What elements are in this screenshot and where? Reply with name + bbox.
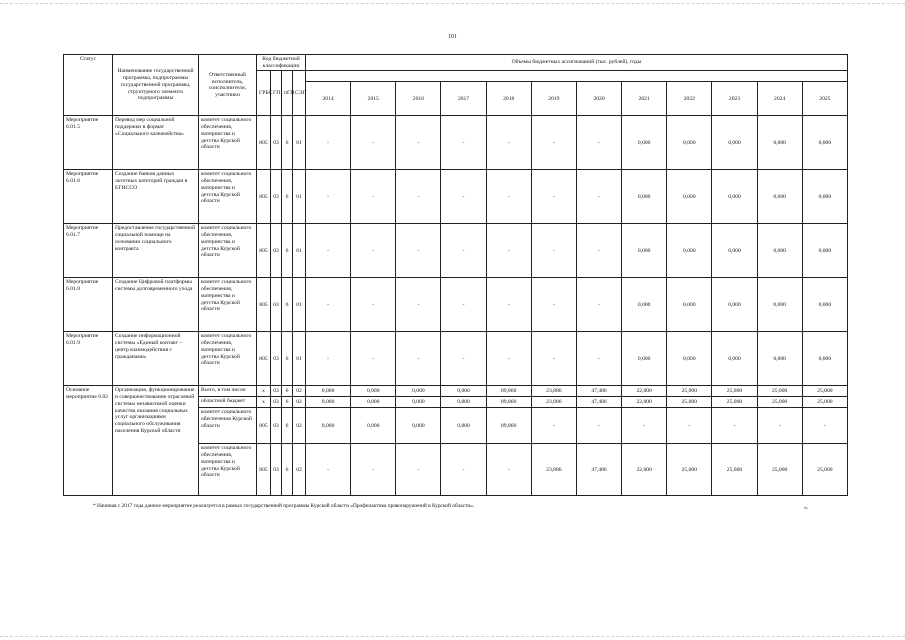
measure-responsible: комитет социального обеспечения, материнства и детства Курской области (199, 278, 257, 332)
budget-code-cell: 03 (271, 170, 282, 224)
budget-code-cell: 805 (257, 116, 271, 170)
year-value-cell: - (667, 408, 712, 444)
year-value-cell: - (531, 278, 576, 332)
header-year: 2021 (622, 82, 667, 116)
year-value-cell: 0,000 (667, 332, 712, 386)
year-value-cell: - (306, 224, 351, 278)
year-value-cell: 89,860 (486, 397, 531, 408)
year-value-cell: - (351, 278, 396, 332)
budget-code-cell: 6 (282, 386, 293, 397)
year-value-cell: 0,000 (622, 278, 667, 332)
header-code-pgp: пГП (282, 71, 293, 116)
budget-code-cell: 805 (257, 224, 271, 278)
year-value-cell: - (351, 444, 396, 496)
year-value-cell: 0,000 (351, 397, 396, 408)
header-code-sep: СЭП (293, 71, 306, 116)
budget-code-cell: 03 (271, 332, 282, 386)
year-value-cell: 0,000 (667, 116, 712, 170)
year-value-cell: - (531, 224, 576, 278)
year-value-cell: - (396, 116, 441, 170)
top-edge-line (0, 3, 905, 5)
year-value-cell: - (486, 444, 531, 496)
year-value-cell: - (486, 332, 531, 386)
year-value-cell: 23,886 (531, 397, 576, 408)
budget-code-cell: 6 (282, 408, 293, 444)
budget-code-cell: 01 (293, 278, 306, 332)
header-responsible: Ответственный исполнитель, соисполнители, участники (199, 55, 257, 116)
header-budget-code: Код бюджетной классификации (257, 55, 306, 71)
budget-code-cell: 805 (257, 170, 271, 224)
header-code-grbs: ГРБС (257, 71, 271, 116)
year-value-cell: 25,000 (712, 386, 757, 397)
budget-code-cell: 805 (257, 278, 271, 332)
measure-name: Перевод мер социальной поддержки в формат «Социального казначейства» (113, 116, 199, 170)
year-value-cell: 0,000 (667, 224, 712, 278)
bottom-edge-line (0, 636, 905, 638)
year-value-cell: - (351, 332, 396, 386)
budget-code-cell: 01 (293, 170, 306, 224)
year-value-cell: 25,000 (802, 397, 847, 408)
budget-code-cell: 6 (282, 224, 293, 278)
year-value-cell: 23,886 (531, 444, 576, 496)
year-value-cell: 0,000 (712, 278, 757, 332)
table-row (64, 170, 848, 224)
year-value-cell: - (757, 408, 802, 444)
header-year: 2016 (396, 82, 441, 116)
year-value-cell: - (396, 444, 441, 496)
year-value-cell: 0,000 (441, 386, 486, 397)
year-value-cell: 25,000 (667, 397, 712, 408)
year-value-cell: 0,000 (802, 278, 847, 332)
year-value-cell: 0,000 (757, 170, 802, 224)
year-value-cell: - (486, 170, 531, 224)
year-value-cell: - (576, 332, 621, 386)
year-value-cell: - (441, 332, 486, 386)
measure-name: Предоставление государственной социальной помощи на основании социального контракта (113, 224, 199, 278)
budget-table (63, 54, 848, 496)
header-year: 2025 (802, 82, 847, 116)
year-value-cell: 0,000 (712, 224, 757, 278)
budget-code-cell: 03 (271, 224, 282, 278)
year-value-cell: - (802, 408, 847, 444)
year-value-cell: - (486, 224, 531, 278)
budget-code-cell: 02 (293, 444, 306, 496)
year-value-cell: - (712, 408, 757, 444)
year-value-cell: - (396, 224, 441, 278)
year-value-cell: 0,000 (306, 397, 351, 408)
year-value-cell: 0,000 (622, 332, 667, 386)
year-value-cell: - (531, 408, 576, 444)
year-value-cell: - (396, 170, 441, 224)
year-value-cell: 22,000 (622, 397, 667, 408)
year-value-cell: 0,000 (757, 224, 802, 278)
table-row (64, 224, 848, 278)
main-measure-responsible: областной бюджет (199, 397, 257, 408)
year-value-cell: - (576, 116, 621, 170)
year-value-cell: 0,000 (802, 170, 847, 224)
year-value-cell: - (576, 170, 621, 224)
budget-code-cell: 03 (271, 278, 282, 332)
footnote-text: * Начиная с 2017 года данное мероприятие реализуется в рамках государственной программы Курской области «Профилактика правонарушений в Курской области». (93, 503, 475, 509)
year-value-cell: - (396, 332, 441, 386)
budget-code-cell: 03 (271, 397, 282, 408)
budget-code-cell: 03 (271, 444, 282, 496)
year-value-cell: 23,886 (531, 386, 576, 397)
header-year: 2017 (441, 82, 486, 116)
header-spacer (306, 71, 848, 82)
measure-name: Создание банков данных льготных категорий граждан в ЕГИССО (113, 170, 199, 224)
budget-code-cell: 03 (271, 116, 282, 170)
year-value-cell: 25,000 (802, 386, 847, 397)
year-value-cell: 89,860 (486, 408, 531, 444)
year-value-cell: - (306, 170, 351, 224)
table-row (64, 332, 848, 386)
budget-code-cell: х (257, 386, 271, 397)
year-value-cell: 25,000 (802, 444, 847, 496)
year-value-cell: 0,000 (396, 397, 441, 408)
measure-name: Создание Цифровой платформы системы долговременного ухода (113, 278, 199, 332)
year-value-cell: 0,000 (396, 408, 441, 444)
table-row (64, 278, 848, 332)
year-value-cell: - (441, 116, 486, 170)
year-value-cell: 25,000 (667, 444, 712, 496)
budget-code-cell: 03 (271, 386, 282, 397)
year-value-cell: - (306, 332, 351, 386)
year-value-cell: - (306, 278, 351, 332)
year-value-cell: 0,000 (622, 224, 667, 278)
year-value-cell: 0,000 (712, 170, 757, 224)
year-value-cell: 25,000 (712, 397, 757, 408)
measure-status: Мероприятие 6.01.6 (64, 170, 113, 224)
budget-code-cell: 01 (293, 332, 306, 386)
header-status: Статус (64, 55, 113, 116)
measures-body (64, 116, 848, 386)
budget-code-cell: 805 (257, 408, 271, 444)
header-code-gp: ГП (271, 71, 282, 116)
measure-status: Мероприятие 6.01.8 (64, 278, 113, 332)
year-value-cell: - (576, 278, 621, 332)
footnote-mark: ». (804, 505, 809, 511)
year-value-cell: - (622, 408, 667, 444)
header-name: Наименование государственной программы, подпрограммы государственной программы, структурного элемента подпрограммы (113, 55, 199, 116)
year-value-cell: 0,000 (802, 116, 847, 170)
measure-responsible: комитет социального обеспечения, материнства и детства Курской области (199, 224, 257, 278)
budget-code-cell: 6 (282, 278, 293, 332)
budget-code-cell: 805 (257, 444, 271, 496)
budget-code-cell: х (257, 397, 271, 408)
measure-responsible: комитет социального обеспечения, материнства и детства Курской области (199, 332, 257, 386)
year-value-cell: 0,000 (712, 332, 757, 386)
year-value-cell: 47,486 (576, 386, 621, 397)
budget-code-cell: 6 (282, 170, 293, 224)
year-value-cell: 0,000 (622, 170, 667, 224)
header-year: 2020 (576, 82, 621, 116)
year-value-cell: 22,000 (622, 444, 667, 496)
header-year: 2018 (486, 82, 531, 116)
year-value-cell: 0,000 (622, 116, 667, 170)
year-value-cell: 0,000 (667, 170, 712, 224)
year-value-cell: 0,000 (802, 332, 847, 386)
budget-code-cell: 805 (257, 332, 271, 386)
header-year: 2014 (306, 82, 351, 116)
year-value-cell: 25,000 (667, 386, 712, 397)
year-value-cell: - (531, 116, 576, 170)
year-value-cell: - (306, 444, 351, 496)
year-value-cell: 0,000 (757, 332, 802, 386)
year-value-cell: 0,000 (667, 278, 712, 332)
footnote-rule (63, 495, 123, 496)
year-value-cell: - (441, 278, 486, 332)
budget-code-cell: 01 (293, 224, 306, 278)
year-value-cell: 0,000 (712, 116, 757, 170)
budget-code-cell: 03 (271, 408, 282, 444)
year-value-cell: - (486, 116, 531, 170)
main-measure-responsible: комитет социального обеспечения, материнства и детства Курской области (199, 444, 257, 496)
year-value-cell: - (576, 408, 621, 444)
main-measure-status: Основное мероприятие 6.02 (64, 386, 113, 496)
year-value-cell: - (306, 116, 351, 170)
header-year: 2022 (667, 82, 712, 116)
header-year: 2015 (351, 82, 396, 116)
measure-status: Мероприятие 6.01.7 (64, 224, 113, 278)
year-value-cell: - (486, 278, 531, 332)
budget-code-cell: 02 (293, 408, 306, 444)
year-value-cell: - (441, 444, 486, 496)
year-value-cell: 22,000 (622, 386, 667, 397)
budget-code-cell: 6 (282, 116, 293, 170)
year-value-cell: 0,000 (306, 408, 351, 444)
year-value-cell: - (351, 224, 396, 278)
budget-code-cell: 6 (282, 397, 293, 408)
year-value-cell: 0,000 (802, 224, 847, 278)
year-value-cell: - (351, 170, 396, 224)
year-value-cell: 0,000 (441, 397, 486, 408)
main-measure-responsible: комитет социального обеспечения Курской области (199, 408, 257, 444)
measure-name: Создание информационной системы «Единый контакт – центр взаимодействия с гражданами» (113, 332, 199, 386)
measure-status: Мероприятие 6.01.5 (64, 116, 113, 170)
year-value-cell: 25,000 (712, 444, 757, 496)
measure-status: Мероприятие 6.01.9 (64, 332, 113, 386)
year-value-cell: - (441, 170, 486, 224)
budget-code-cell: 02 (293, 386, 306, 397)
budget-code-cell: 6 (282, 444, 293, 496)
measure-responsible: комитет социального обеспечения, материнства и детства Курской области (199, 116, 257, 170)
year-value-cell: - (576, 224, 621, 278)
header-year: 2024 (757, 82, 802, 116)
budget-code-cell: 01 (293, 116, 306, 170)
header-year: 2023 (712, 82, 757, 116)
year-value-cell: 89,860 (486, 386, 531, 397)
header-year: 2019 (531, 82, 576, 116)
year-value-cell: 0,000 (306, 386, 351, 397)
page-number: 101 (448, 34, 457, 40)
year-value-cell: 0,000 (757, 278, 802, 332)
year-value-cell: 25,000 (757, 397, 802, 408)
year-value-cell: 0,000 (396, 386, 441, 397)
year-value-cell: 47,486 (576, 397, 621, 408)
year-value-cell: 47,486 (576, 444, 621, 496)
main-measure-body (64, 386, 848, 496)
header-volumes: Объемы бюджетных ассигнований (тыс. рублей), годы (306, 55, 848, 71)
year-value-cell: 0,000 (441, 408, 486, 444)
year-value-cell: 0,000 (351, 408, 396, 444)
main-measure-responsible: Всего, в том числе: (199, 386, 257, 397)
year-value-cell: - (441, 224, 486, 278)
year-value-cell: 25,000 (757, 444, 802, 496)
budget-code-cell: 6 (282, 332, 293, 386)
budget-code-cell: 02 (293, 397, 306, 408)
year-value-cell: 0,000 (757, 116, 802, 170)
year-value-cell: - (531, 170, 576, 224)
table-row (64, 116, 848, 170)
year-value-cell: - (396, 278, 441, 332)
measure-responsible: комитет социального обеспечения, материнства и детства Курской области (199, 170, 257, 224)
year-value-cell: 0,000 (351, 386, 396, 397)
main-measure-name: Организация, функционирование и совершенствование отраслевой системы независимой оценки качества оказания социальных услуг организациями социального обслуживания населения Курской области (113, 386, 199, 496)
year-value-cell: - (531, 332, 576, 386)
table-row (64, 386, 848, 397)
year-value-cell: - (351, 116, 396, 170)
year-value-cell: 25,000 (757, 386, 802, 397)
